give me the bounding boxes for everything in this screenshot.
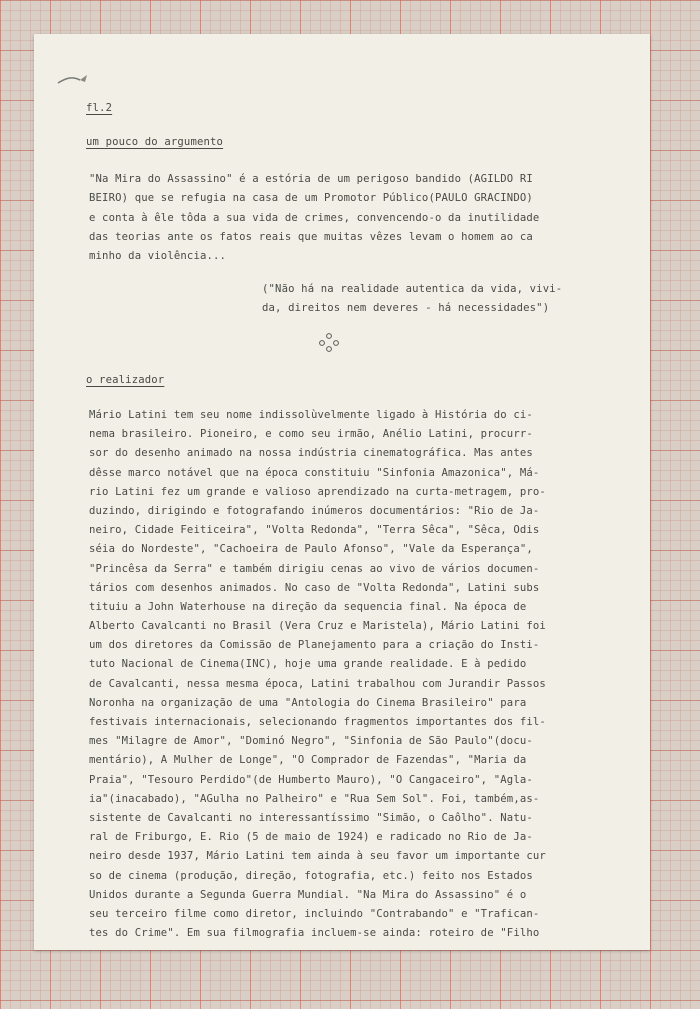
- director-line: nema brasileiro. Pioneiro, e como seu irmão, Anélio Latini, procurr-: [89, 428, 533, 441]
- director-line: ral de Friburgo, E. Rio (5 de maio de 1924) e radicado no Rio de Ja-: [89, 831, 533, 844]
- director-line: neiro, Cidade Feiticeira", "Volta Redonda", "Terra Sêca", "Sêca, Odis: [89, 524, 540, 537]
- argument-line: minho da violência...: [89, 250, 227, 263]
- director-line: so de cinema (produção, direção, fotografia, etc.) feito nos Estados: [89, 869, 533, 882]
- director-line: Noronha na organização de uma "Antologia do Cinema Brasileiro" para: [89, 696, 527, 709]
- section-heading-argument: um pouco do argumento: [86, 136, 224, 148]
- director-paragraph: [89, 406, 546, 943]
- director-line: tituiu a John Waterhouse na direção da sequencia final. Na época de: [89, 600, 527, 613]
- quote-line: da, direitos nem deveres - há necessidades"): [262, 302, 550, 315]
- argument-line: BEIRO) que se refugia na casa de um Promotor Público(PAULO GRACINDO): [89, 192, 533, 205]
- director-line: seu terceiro filme como diretor, incluindo "Contrabando" e "Trafican-: [89, 907, 540, 920]
- ink-mark: [56, 72, 96, 88]
- director-line: dêsse marco notável que na época constituiu "Sinfonia Amazonica", Má-: [89, 466, 540, 479]
- director-line: tuto Nacional de Cinema(INC), hoje uma grande realidade. E à pedido: [89, 658, 527, 671]
- director-line: duzindo, dirigindo e fotografando inúmeros documentários: "Rio de Ja-: [89, 504, 540, 517]
- argument-line: "Na Mira do Assassino" é a estória de um perigoso bandido (AGILDO RI: [89, 173, 533, 185]
- director-line: Mário Latini tem seu nome indissolùvelmente ligado à História do ci-: [89, 409, 533, 421]
- director-line: mes "Milagre de Amor", "Dominó Negro", "Sinfonia de São Paulo"(docu-: [89, 735, 533, 748]
- director-line: Alberto Cavalcanti no Brasil (Vera Cruz e Maristela), Mário Latini foi: [89, 620, 546, 633]
- section-ornament: [316, 331, 342, 353]
- argument-line: e conta à êle tôda a sua vida de crimes, convencendo-o da inutilidade: [89, 211, 540, 224]
- quote-line: ("Não há na realidade autentica da vida, vivi-: [262, 283, 563, 295]
- argument-line: das teorias ante os fatos reais que muitas vêzes levam o homem ao ca: [89, 230, 533, 243]
- director-line: de Cavalcanti, nessa mesma época, Latini trabalhou com Jurandir Passos: [89, 677, 546, 690]
- director-line: ia"(inacabado), "AGulha no Palheiro" e "Rua Sem Sol". Foi, também,as-: [89, 792, 540, 805]
- typewritten-page: [34, 34, 650, 950]
- director-line: tes do Crime". Em sua filmografia incluem-se ainda: roteiro de "Filho: [89, 927, 540, 940]
- director-line: um dos diretores da Comissão de Planejamento para a criação do Insti-: [89, 639, 540, 652]
- director-line: sistente de Cavalcanti no interessantíssimo "Simão, o Caôlho". Natu-: [89, 811, 533, 824]
- director-line: neiro desde 1937, Mário Latini tem ainda à seu favor um importante cur: [89, 850, 546, 863]
- argument-paragraph: [89, 170, 614, 266]
- director-line: Unidos durante a Segunda Guerra Mundial. "Na Mira do Assassino" é o: [89, 888, 527, 901]
- director-line: mentário), A Mulher de Longe", "O Comprador de Fazendas", "Maria da: [89, 754, 527, 767]
- director-line: rio Latini fez um grande e valioso aprendizado na curta-metragem, pro-: [89, 485, 546, 498]
- director-line: séia do Nordeste", "Cachoeira de Paulo Afonso", "Vale da Esperança",: [89, 543, 533, 556]
- director-line: festivais internacionais, selecionando fragmentos importantes dos fil-: [89, 716, 546, 728]
- quote-block: [262, 280, 562, 319]
- director-line: Praia", "Tesouro Perdido"(de Humberto Mauro), "O Cangaceiro", "Agla-: [89, 773, 533, 786]
- director-line: sor do desenho animado na nossa indústria cinematográfica. Mas antes: [89, 447, 533, 460]
- section-heading-director: o realizador: [86, 374, 165, 386]
- director-line: tários com desenhos animados. No caso de "Volta Redonda", Latini subs: [89, 581, 540, 594]
- page-number: fl.2: [86, 102, 113, 114]
- director-line: "Princêsa da Serra" e também dirigiu cenas ao vivo de vários documen-: [89, 562, 540, 575]
